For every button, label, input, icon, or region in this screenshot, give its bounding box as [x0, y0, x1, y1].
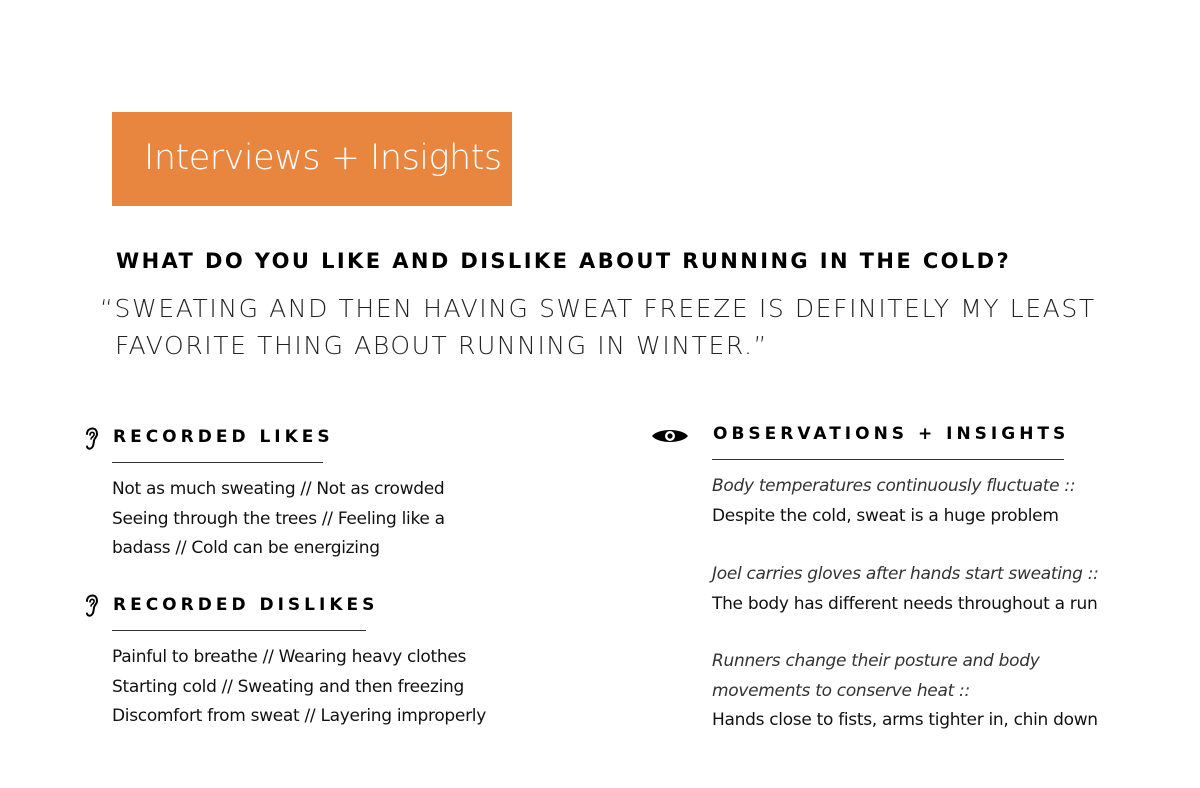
observations-divider [712, 459, 1064, 460]
ear-icon [83, 594, 99, 618]
observation-item [712, 472, 1075, 531]
dislikes-divider [112, 630, 366, 631]
list-item: Seeing through the trees // Feeling like a [112, 508, 445, 529]
dislikes-heading: RECORDED DISLIKES [113, 595, 379, 615]
insight-text: Despite the cold, sweat is a huge problem [712, 505, 1059, 526]
likes-heading: RECORDED LIKES [113, 427, 334, 447]
observation-item [712, 560, 1099, 619]
insight-text: Hands close to fists, arms tighter in, chin down [712, 710, 1098, 730]
quote-line: FAVORITE THING ABOUT RUNNING IN WINTER.” [115, 331, 769, 360]
ear-icon [83, 427, 99, 451]
list-item: Not as much sweating // Not as crowded [112, 479, 445, 499]
observation-text: Body temperatures continuously fluctuate :: [712, 476, 1076, 496]
likes-list [112, 475, 445, 564]
page-title: Interviews + Insights [144, 138, 502, 178]
insight-text: The body has different needs throughout a run [712, 593, 1098, 614]
observation-text: Joel carries gloves after hands start sweating :: [712, 564, 1099, 584]
observation-text: movements to conserve heat :: [712, 680, 970, 701]
list-item: Starting cold // Sweating and then freezing [112, 676, 464, 697]
title-banner [112, 112, 512, 206]
observations-heading: OBSERVATIONS + INSIGHTS [713, 424, 1070, 444]
list-item: Discomfort from sweat // Layering improperly [112, 706, 486, 726]
observation-item [712, 647, 1098, 736]
dislikes-list [112, 643, 486, 732]
interview-question: WHAT DO YOU LIKE AND DISLIKE ABOUT RUNNING IN THE COLD? [116, 249, 1012, 273]
list-item: badass // Cold can be energizing [112, 538, 380, 558]
observation-text: Runners change their posture and body [712, 651, 1040, 671]
quote-line: “SWEATING AND THEN HAVING SWEAT FREEZE IS DEFINITELY MY LEAST [100, 294, 1096, 323]
interview-quote [100, 290, 1100, 364]
likes-divider [112, 462, 323, 463]
eye-icon [651, 426, 689, 446]
list-item: Painful to breathe // Wearing heavy clothes [112, 647, 467, 667]
